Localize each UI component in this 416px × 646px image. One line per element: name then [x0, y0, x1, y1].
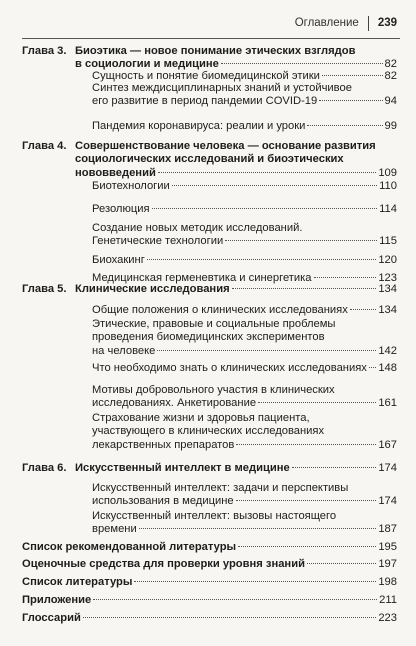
chapter-title [75, 283, 397, 296]
dot-leader [238, 546, 376, 547]
entry-title-line: Список рекомендованной литературы [22, 541, 237, 553]
entry-title-line: его развитие в период пандемии COVID-19 [92, 95, 318, 108]
entry-title-line: Страхование жизни и здоровья пациента, [92, 412, 310, 424]
back-matter-item [22, 594, 397, 607]
section-item [92, 254, 397, 267]
entry-title-line: Мотивы добровольного участия в клинических [92, 384, 335, 396]
entry-page-number: 198 [378, 576, 397, 588]
section-item [92, 362, 397, 375]
entry-title-line: Общие положения о клинических исследованиях [92, 304, 348, 316]
entry-title-line: Пандемия коронавируса: реалии и уроки [92, 120, 306, 132]
entry-page-number: 161 [378, 397, 397, 410]
section-title: Оглавление [294, 17, 359, 29]
dot-leader [152, 208, 378, 209]
entry-title-line: Клинические исследования [75, 283, 230, 295]
entry-page-number: 94 [384, 95, 397, 108]
section-item [92, 222, 397, 249]
dot-leader [314, 277, 377, 278]
entry-page-number: 134 [378, 304, 397, 316]
dot-leader [236, 444, 376, 445]
entry-title-line: Биоэтика — новое понимание этических взглядов [75, 45, 356, 57]
section-item [92, 203, 397, 216]
entry-page-number: 110 [379, 180, 397, 192]
dot-leader [369, 367, 376, 368]
entry-page-number: 187 [378, 523, 397, 536]
entry-title-line: Искусственный интеллект: задачи и перспективы [92, 482, 349, 494]
section-item [92, 82, 397, 109]
entry-page-number: 99 [384, 120, 397, 132]
dot-leader [322, 75, 383, 76]
entry-page-number: 120 [378, 254, 397, 266]
entry-title-line: Искусственный интеллект в медицине [75, 462, 290, 474]
entry-page-number: 123 [378, 272, 397, 284]
entry-page-number: 197 [378, 558, 397, 570]
back-matter-item [22, 558, 397, 571]
entry-page-number: 148 [378, 362, 397, 374]
dot-leader [319, 100, 382, 101]
dot-leader [157, 350, 376, 351]
chapter-title [75, 45, 397, 72]
page-number: 239 [377, 17, 397, 29]
entry-title-line: Список литературы [22, 576, 133, 588]
dot-leader [134, 581, 376, 582]
section-item [92, 412, 397, 452]
entry-title-line: лекарственных препаратов [92, 438, 235, 451]
dot-leader [93, 599, 377, 600]
entry-title-line: Генетические технологии [92, 235, 224, 248]
dot-leader [292, 467, 377, 468]
entry-title-line: Искусственный интеллект: вызовы настоящего [92, 510, 337, 522]
chapter-label: Глава 4. [22, 140, 67, 152]
entry-title-line: Что необходимо знать о клинических исследованиях [92, 362, 367, 374]
entry-title-line: Медицинская герменевтика и синергетика [92, 272, 312, 284]
section-item [92, 482, 397, 509]
entry-title-line: Глоссарий [22, 612, 81, 624]
entry-page-number: 142 [378, 344, 397, 357]
dot-leader [147, 259, 377, 260]
dot-leader [236, 500, 377, 501]
entry-title-line: Биохакинг [92, 254, 145, 266]
entry-page-number: 167 [378, 438, 397, 451]
entry-title-line: нововведений [75, 166, 156, 179]
chapter-label: Глава 5. [22, 283, 67, 295]
entry-title-line: проведения биомедицинских экспериментов [92, 331, 325, 344]
entry-title-line: Создание новых методик исследований. [92, 222, 303, 234]
dot-leader [172, 185, 377, 186]
entry-title-line: Биотехнологии [92, 180, 170, 192]
entry-page-number: 211 [379, 594, 397, 606]
entry-page-number: 174 [378, 495, 397, 508]
dot-leader [83, 617, 377, 618]
entry-title-line: социологических исследований и биоэтических [75, 153, 344, 166]
entry-title-line: Синтез междисциплинарных знаний и устойчивое [92, 82, 352, 94]
entry-title-line: Этические, правовые и социальные проблемы [92, 318, 336, 330]
back-matter-item [22, 541, 397, 554]
entry-title-line: Совершенствование человека — основание развития [75, 140, 376, 152]
entry-title-line: участвующего в клинических исследованиях [92, 425, 325, 438]
dot-leader [232, 288, 377, 289]
section-item [92, 318, 397, 358]
entry-page-number: 174 [378, 462, 397, 474]
entry-title-line: времени [92, 523, 137, 536]
chapter-title [75, 140, 397, 180]
section-item [92, 304, 397, 317]
dot-leader [225, 240, 377, 241]
entry-page-number: 114 [379, 203, 397, 215]
entry-title-line: Сущность и понятие биомедицинской этики [92, 70, 320, 82]
chapter-title [75, 462, 397, 475]
entry-page-number: 82 [384, 58, 397, 71]
entry-title-line: использования в медицине [92, 495, 234, 508]
entry-page-number: 134 [378, 283, 397, 295]
section-item [92, 384, 397, 411]
dot-leader [221, 63, 383, 64]
dot-leader [139, 528, 377, 529]
entry-page-number: 82 [384, 70, 397, 82]
entry-page-number: 223 [378, 612, 397, 624]
entry-page-number: 195 [378, 541, 397, 553]
chapter-label: Глава 6. [22, 462, 67, 474]
entry-title-line: Оценочные средства для проверки уровня знаний [22, 558, 305, 570]
dot-leader [258, 402, 376, 403]
entry-title-line: Резолюция [92, 203, 150, 215]
entry-title-line: исследованиях. Анкетирование [92, 397, 257, 410]
dot-leader [158, 172, 377, 173]
entry-page-number: 115 [379, 235, 397, 248]
back-matter-item [22, 612, 397, 625]
entry-title-line: в социологии и медицине [75, 58, 219, 71]
section-item [92, 510, 397, 537]
dot-leader [307, 563, 376, 564]
section-item [92, 120, 397, 133]
entry-title-line: на человеке [92, 344, 156, 357]
section-item [92, 180, 397, 193]
chapter-label: Глава 3. [22, 45, 67, 57]
dot-leader [307, 125, 382, 126]
entry-title-line: Приложение [22, 594, 92, 606]
dot-leader [350, 309, 376, 310]
entry-page-number: 109 [378, 166, 397, 179]
back-matter-item [22, 576, 397, 589]
